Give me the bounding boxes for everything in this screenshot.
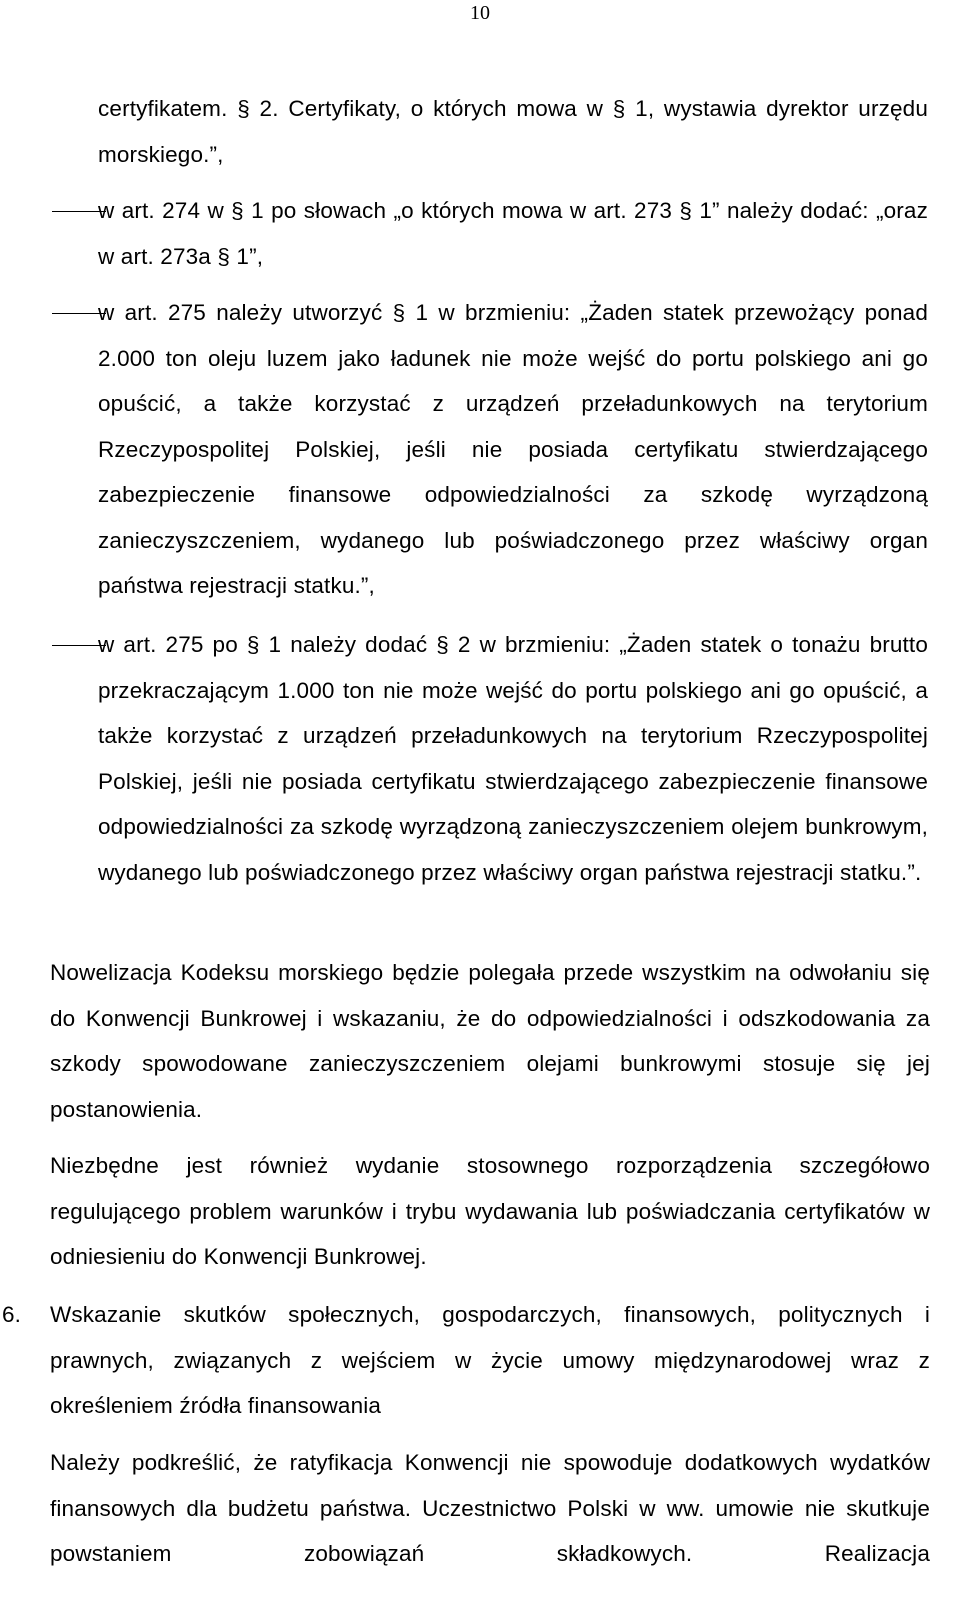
list-item-art-274: w art. 274 w § 1 po słowach „o których mowa w art. 273 § 1” należy dodać: „oraz w art. 273a § 1”, xyxy=(98,198,928,269)
continuation-text: certyfikatem. § 2. Certyfikaty, o których mowa w § 1, wystawia dyrektor urzędu morskiego.”, xyxy=(98,96,928,167)
list-item-art-275-par-2: w art. 275 po § 1 należy dodać § 2 w brzmieniu: „Żaden statek o tonażu brutto przekraczającym 1.000 ton nie może wejść do portu polskiego ani go opuścić, a także korzystać z urządzeń przeładunkowych na terytorium Rzeczypospolitej Polskiej, jeśli nie posiada certyfikatu stwierdzającego zabezpieczenie finansowe odpowiedzialności za szkodę wyrządzoną zanieczyszczeniem olejem bunkrowym, wydanego lub poświadczonego przez właściwy organ państwa rejestracji statku.”. xyxy=(98,632,928,885)
section-heading: Wskazanie skutków społecznych, gospodarczych, finansowych, politycznych i prawnych, związanych z wejściem w życie umowy międzynarodowej wraz z określeniem źródła finansowania xyxy=(50,1302,930,1418)
section-number: 6. xyxy=(2,1302,22,1327)
section-body: Należy podkreślić, że ratyfikacja Konwencji nie spowoduje dodatkowych wydatków finansowych dla budżetu państwa. Uczestnictwo Polski w ww. umowie nie skutkuje powstaniem zobowiązań składkowych. Realizacja xyxy=(50,1450,930,1566)
paragraph-niezbedne: Niezbędne jest również wydanie stosownego rozporządzenia szczegółowo regulującego problem warunków i trybu wydawania lub poświadczania certyfikatów w odniesieniu do Konwencji Bunkrowej. xyxy=(50,1153,930,1269)
paragraph-nowelizacja: Nowelizacja Kodeksu morskiego będzie polegała przede wszystkim na odwołaniu się do Konwencji Bunkrowej i wskazaniu, że do odpowiedzialności i odszkodowania za szkody spowodowane zanieczyszczeniem olejami bunkrowymi stosuje się jej postanowienia. xyxy=(50,960,930,1122)
list-item-art-275-par-1: w art. 275 należy utworzyć § 1 w brzmieniu: „Żaden statek przewożący ponad 2.000 ton oleju luzem jako ładunek nie może wejść do portu polskiego ani go opuścić, a także korzystać z urządzeń przeładunkowych na terytorium Rzeczypospolitej Polskiej, jeśli nie posiada certyfikatu stwierdzającego zabezpieczenie finansowe odpowiedzialności za szkodę wyrządzoną zanieczyszczeniem, wydanego lub poświadczonego przez właściwy organ państwa rejestracji statku.”, xyxy=(98,300,928,598)
page-number: 10 xyxy=(470,2,490,24)
